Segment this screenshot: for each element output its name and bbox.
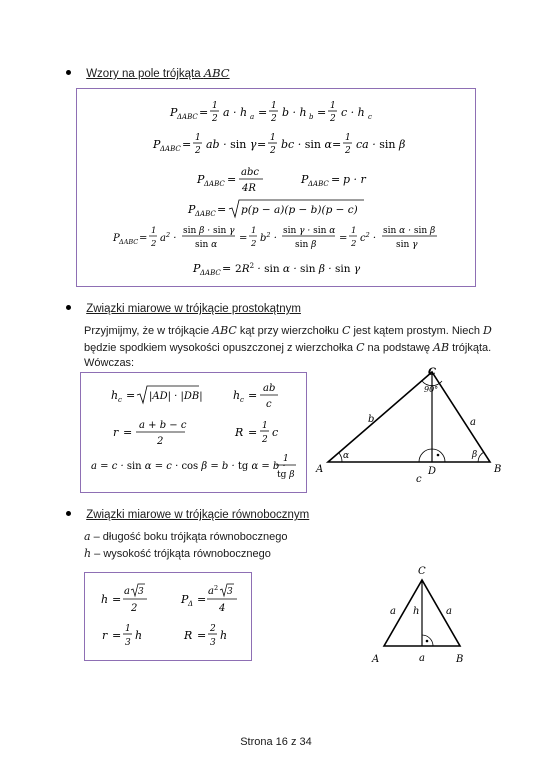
equilateral-side-a-bottom-label: a [419, 653, 425, 664]
equilateral-right-angle-dot [426, 640, 429, 643]
svg-text:=: = [227, 173, 237, 186]
svg-text:P: P [188, 203, 196, 216]
equilateral-side-a-right-label: a [446, 606, 452, 617]
svg-text:a2: $a^2$ [208, 584, 219, 597]
section2-heading-text: Związki miarowe w trójkącie prostokątnym [86, 303, 301, 315]
svg-text:1: 1 [125, 624, 131, 634]
svg-text:2: 2 [251, 239, 257, 249]
vertex-b-label: B [494, 464, 502, 475]
svg-text:1: 1 [212, 101, 218, 111]
formula-inradius [113, 420, 187, 447]
svg-text:abc: abc [241, 167, 259, 178]
svg-text:1: 1 [345, 133, 351, 143]
formula-area-inradius [299, 169, 389, 198]
vertex-c-label: C [428, 367, 436, 378]
equilateral-side-a-left-label: a [390, 606, 396, 617]
svg-text:a: a [124, 586, 130, 597]
section1-heading [66, 66, 230, 80]
svg-text:2: 2 [210, 624, 216, 634]
svg-text:P: P [113, 233, 120, 244]
formula-equilateral-circumradius [183, 624, 227, 648]
svg-text:=: = [182, 138, 192, 151]
svg-text:4: 4 [219, 603, 226, 614]
section3-heading [66, 509, 309, 521]
svg-text:sin γ · sin α: sin γ · sin α [283, 226, 336, 236]
bullet-icon [66, 511, 71, 516]
svg-text:ΔABC: ΔABC [177, 113, 198, 121]
svg-text:3: 3 [227, 587, 233, 597]
svg-text:p · r: p · r [343, 173, 366, 186]
svg-text:2: 2 [212, 114, 218, 124]
svg-text:=: = [339, 233, 348, 244]
svg-text:P: P [170, 106, 178, 119]
equilateral-vertex-c-label: C [418, 566, 426, 577]
formula-equilateral-height [101, 584, 147, 614]
svg-text:1: 1 [195, 133, 201, 143]
right-triangle-formulas-box [80, 372, 307, 493]
angle-beta-arc [478, 452, 484, 462]
svg-text:b · h: b · h [282, 106, 307, 119]
bullet-icon [66, 70, 71, 75]
svg-text:ca · sin β: ca · sin β [356, 138, 406, 151]
svg-text:2: 2 [271, 114, 277, 124]
svg-text:a: a [250, 113, 255, 121]
right-angle-dot [437, 454, 440, 457]
svg-text:sin β · sin γ: sin β · sin γ [183, 226, 235, 236]
svg-text:ΔABC: ΔABC [204, 180, 225, 188]
right-triangle-description: Przyjmijmy, że w trójkącie ABC kąt przy wierzchołku C jest kątem prostym. Niech D będzie spodkiem wysokości opuszczonej z wierzchołka C na podstawę AB trójkąta. Wówczas: [84, 324, 492, 369]
svg-text:P: P [193, 262, 201, 275]
svg-text:p(p − a)(p − b)(p − c): p(p − a)(p − b)(p − c) [241, 204, 358, 216]
equilateral-definitions [84, 529, 287, 562]
right-triangle-figure [312, 362, 512, 486]
formula-area-circumradius-sines [77, 257, 475, 282]
svg-text:c: c [118, 396, 122, 404]
section2-heading [66, 303, 301, 315]
svg-text:ΔABC: ΔABC [119, 238, 139, 246]
svg-text:=: = [331, 173, 341, 186]
formula-height-geometric-mean [111, 386, 203, 404]
definition-side-a: a – długość boku trójkąta równobocznego [84, 530, 288, 543]
svg-text:sin α: sin α [195, 240, 218, 250]
svg-text:1: 1 [351, 226, 357, 236]
svg-text:=: = [222, 262, 232, 275]
svg-text:=: = [317, 106, 327, 119]
svg-text:h: h [101, 593, 109, 606]
right-triangle-outline [328, 372, 490, 462]
svg-text:r: r [102, 629, 108, 642]
angle-beta-label: β [472, 450, 478, 460]
svg-text:ΔABC: ΔABC [308, 180, 329, 188]
equilateral-vertex-b-label: B [456, 654, 464, 665]
svg-text:c · h: c · h [341, 106, 365, 119]
svg-text:sin γ: sin γ [396, 240, 418, 250]
svg-text:h: h [135, 629, 143, 642]
svg-text:=: = [197, 629, 207, 642]
svg-text:1: 1 [151, 226, 157, 236]
formula-area-heights [77, 97, 475, 130]
svg-text:ab · sin γ: ab · sin γ [206, 138, 257, 151]
svg-text:1: 1 [330, 101, 336, 111]
svg-text:=: = [248, 389, 258, 402]
equilateral-height-label: h [413, 606, 420, 617]
angle-alpha-label: α [343, 451, 350, 461]
svg-text:2: 2 [195, 146, 201, 156]
svg-text:R: R [235, 426, 244, 439]
formula-area-circumradius [195, 163, 295, 200]
svg-text:sin β: sin β [295, 240, 317, 250]
svg-text:|AD| · |DB|: |AD| · |DB| [149, 391, 203, 402]
svg-text:ab: ab [263, 383, 276, 394]
page-footer: Strona 16 z 34 [240, 736, 312, 748]
svg-text:c2 ·: $c^2$ · [360, 231, 377, 244]
formula-height-ab-over-c [233, 383, 278, 410]
svg-text:1: 1 [283, 454, 289, 464]
svg-text:2: 2 [345, 146, 351, 156]
svg-text:=: = [112, 629, 122, 642]
svg-text:1: 1 [262, 421, 268, 431]
svg-text:R: R [184, 629, 193, 642]
svg-text:r: r [113, 426, 119, 439]
svg-text:1: 1 [271, 101, 277, 111]
formula-area-sines [77, 129, 475, 162]
svg-text:2: 2 [351, 239, 357, 249]
svg-text:2: 2 [131, 603, 138, 614]
side-b-label: b [368, 414, 375, 425]
svg-text:2: 2 [330, 114, 336, 124]
section3-heading-text: Związki miarowe w trójkącie równobocznym [86, 509, 310, 521]
vertex-a-label: A [316, 464, 324, 475]
svg-text:sin α · sin β: sin α · sin β [383, 226, 436, 236]
svg-text:=: = [199, 106, 209, 119]
svg-text:h: h [220, 629, 228, 642]
svg-text:=: = [332, 138, 342, 151]
area-formulas-box [76, 88, 476, 287]
svg-text:ΔABC: ΔABC [200, 269, 221, 277]
svg-text:P: P [153, 138, 161, 151]
svg-text:2: 2 [151, 239, 157, 249]
side-a-label: a [470, 417, 476, 428]
formula-leg-relations [91, 454, 296, 480]
formula-area-heron [77, 197, 475, 224]
svg-text:=: = [197, 593, 207, 606]
svg-text:1: 1 [251, 226, 257, 236]
svg-text:b2 ·: $b^2$ · [260, 231, 277, 244]
svg-text:1: 1 [270, 133, 276, 143]
svg-text:2R2 · sin α · sin β · sin γ: $2R^2 \cdot \sin \alpha \cdot \sin \beta \cdot \sin \gamma$ [235, 262, 361, 275]
formula-equilateral-area [180, 584, 237, 614]
equilateral-triangle-figure [366, 562, 476, 668]
svg-text:c: c [272, 426, 279, 439]
point-d-label: D [428, 466, 437, 477]
side-c-label: c [416, 474, 422, 485]
equilateral-vertex-a-label: A [372, 654, 380, 665]
svg-text:=: = [257, 138, 267, 151]
svg-text:c: c [368, 113, 372, 121]
angle-alpha-arc [339, 453, 342, 462]
svg-text:3: 3 [138, 587, 144, 597]
svg-text:=: = [112, 593, 122, 606]
svg-text:2: 2 [270, 146, 276, 156]
svg-text:bc · sin α: bc · sin α [281, 138, 332, 151]
svg-text:=: = [217, 203, 227, 216]
svg-text:=: = [139, 233, 148, 244]
svg-text:4R: 4R [242, 183, 256, 194]
svg-text:=: = [258, 106, 268, 119]
svg-text:=: = [248, 426, 258, 439]
svg-text:b: b [309, 113, 314, 121]
svg-text:ΔABC: ΔABC [195, 210, 216, 218]
formula-circumradius [234, 421, 278, 445]
svg-text:3: 3 [125, 638, 131, 648]
svg-text:P: P [301, 173, 309, 186]
bullet-icon [66, 305, 71, 310]
formula-equilateral-inradius [102, 624, 142, 648]
svg-text:a2 ·: $a^2$ · [160, 231, 177, 244]
svg-text:c: c [240, 396, 244, 404]
svg-text:Δ: Δ [188, 600, 194, 608]
svg-text:tg β: tg β [277, 470, 295, 480]
svg-text:2: 2 [157, 436, 164, 447]
svg-text:h: h [111, 389, 119, 402]
svg-text:3: 3 [210, 638, 216, 648]
svg-text:=: = [239, 233, 248, 244]
definition-height-h: h – wysokość trójkąta równobocznego [84, 546, 271, 560]
svg-text:a · h: a · h [223, 106, 248, 119]
svg-text:h: h [233, 389, 241, 402]
formula-area-squares-sines [77, 221, 475, 256]
svg-text:2: 2 [262, 435, 268, 445]
svg-text:a + b − c: a + b − c [139, 420, 187, 431]
section1-heading-text: Wzory na pole trójkąta ABC [86, 66, 230, 80]
equilateral-formulas-box [84, 572, 252, 661]
svg-text:=: = [123, 426, 133, 439]
svg-text:ΔABC: ΔABC [160, 145, 181, 153]
svg-text:a = c · sin α = c · cos β = b: a = c · sin α = c · cos β = b · tg α = b · [91, 461, 286, 472]
svg-text:c: c [266, 399, 272, 410]
svg-text:P: P [181, 593, 189, 606]
svg-text:=: = [126, 389, 136, 402]
svg-text:P: P [197, 173, 205, 186]
angle-90-label: 90° [424, 385, 439, 394]
